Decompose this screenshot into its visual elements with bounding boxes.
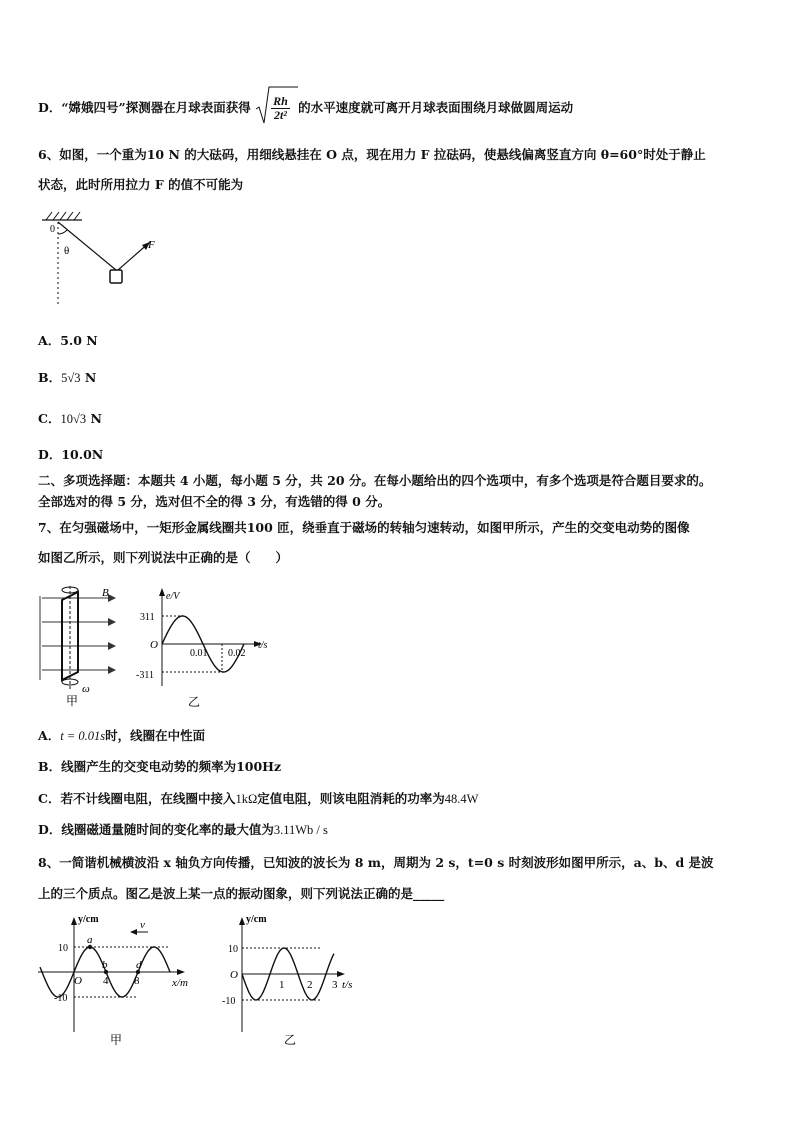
q7-option-c-prefix: C．若不计线圈电阻，在线圈中接入 [38, 791, 236, 806]
q6-stem-line1: 6、如图，一个重为10 N 的大砝码，用细线悬挂在 O 点，现在用力 F 拉砝码，使悬线偏离竖直方向 θ=60°时处于静止 [38, 147, 706, 162]
q7-figure-b [130, 586, 280, 710]
q6-option-b [38, 369, 760, 387]
sqrt-symbol [255, 85, 299, 125]
q7-option-d-math: 3.11Wb / s [273, 823, 328, 837]
x-tick-2: 8 [134, 975, 140, 987]
label-b: B [102, 587, 109, 599]
q7-option-a-math: t = 0.01s [60, 729, 106, 743]
q7-option-b: B．线圈产生的交变电动势的频率为100Hz [38, 759, 282, 774]
x-axis-arrow [337, 971, 345, 977]
q5-option-d [38, 95, 760, 122]
x-axis-label: x/m [172, 977, 188, 989]
label-theta: θ [64, 245, 70, 257]
q6-option-a: A．5.0 N [38, 333, 98, 348]
fraction-numerator: Rh [273, 94, 288, 108]
x-tick-3: 3 [332, 979, 338, 991]
point-a-label: a [87, 934, 93, 946]
label-f: F [148, 239, 155, 251]
q6-option-b-unit: N [84, 370, 97, 385]
q6-stem-line2: 状态，此时所用拉力 F 的值不可能为 [38, 177, 244, 192]
y-axis-arrow [159, 588, 165, 596]
q8-stem-line2: 上的三个质点。图乙是波上某一点的振动图象，则下列说法正确的是_____ [38, 886, 445, 901]
x-tick-1: 4 [103, 975, 109, 987]
fraction-denominator: 2t² [273, 108, 287, 122]
x-tick-2: 0.02 [228, 648, 246, 659]
origin-label: O [74, 975, 82, 987]
q7-option-a-suffix: 时，线圈在中性面 [105, 728, 206, 743]
q7-option-a [38, 727, 760, 745]
x-axis-label: t/s [258, 640, 268, 651]
angle-arc [58, 230, 67, 234]
q6-option-b-value: 5√3 [61, 371, 81, 385]
q6-option-c-prefix: C． [38, 411, 61, 426]
y-axis-label: y/cm [78, 914, 99, 925]
velocity-arrowhead [130, 929, 137, 935]
x-axis-arrow [177, 969, 185, 975]
figure-b-caption: 乙 [188, 695, 201, 709]
y-tick-bottom: -10 [54, 993, 68, 1004]
q8-figure-b [212, 912, 372, 1048]
y-tick-bottom: -311 [136, 670, 154, 681]
origin-label: O [230, 969, 238, 981]
y-axis-label: e/V [166, 591, 180, 602]
q8-stem-line1: 8、一简谐机械横波沿 x 轴负方向传播，已知波的波长为 8 m，周期为 2 s，t=0 s 时刻波形如图甲所示，a、b、d 是波 [38, 855, 714, 870]
figure-a-caption: 甲 [66, 694, 79, 708]
x-tick-1: 0.01 [190, 648, 208, 659]
q6-option-d: D．10.0N [38, 447, 104, 462]
q6-option-c-unit: N [90, 411, 102, 426]
q6-option-b-prefix: B． [38, 370, 62, 385]
y-axis-arrow [71, 917, 77, 925]
q7-option-a-prefix: A． [38, 728, 61, 743]
sqrt-fraction [255, 95, 294, 122]
label-omega: ω [82, 683, 90, 695]
velocity-label: v [140, 919, 145, 931]
point-d-label: d [136, 959, 142, 971]
y-axis-label: y/cm [246, 914, 267, 925]
q7-option-c [38, 790, 760, 808]
origin-label: O [150, 639, 158, 651]
y-tick-top: 10 [58, 943, 68, 954]
y-tick-bottom: -10 [222, 996, 236, 1007]
section2-line2: 全部选对的得 5 分，选对但不全的得 3 分，有选错的得 0 分。 [38, 494, 391, 509]
q6-figure [38, 208, 178, 308]
q7-option-d [38, 821, 760, 839]
q5-option-d-suffix: 的水平速度就可离开月球表面围绕月球做圆周运动 [298, 100, 574, 115]
figure-a-caption: 甲 [110, 1033, 123, 1047]
q7-option-c-math2: 48.4W [444, 792, 479, 806]
q8-figure-a [30, 912, 200, 1048]
q6-option-c-value: 10√3 [60, 412, 87, 426]
section2-line1: 二、多项选择题：本题共 4 小题，每小题 5 分，共 20 分。在每小题给出的四个选项中，有多个选项是符合题目要求的。 [38, 473, 712, 488]
y-tick-top: 311 [140, 612, 155, 623]
q7-stem-line1: 7、在匀强磁场中，一矩形金属线圈共100 匝，绕垂直于磁场的转轴匀速转动，如图甲所示，产生的交变电动势的图像 [38, 520, 690, 535]
q7-option-d-prefix: D．线圈磁通量随时间的变化率的最大值为 [38, 822, 274, 837]
y-axis-arrow [239, 917, 245, 925]
q7-figure-a [38, 584, 128, 708]
x-tick-2: 2 [307, 979, 313, 991]
x-axis-label: t/s [342, 979, 353, 991]
figure-b-caption: 乙 [284, 1033, 297, 1047]
ceiling-hatch [42, 212, 82, 220]
y-tick-top: 10 [228, 944, 238, 955]
q7-stem-line2: 如图乙所示，则下列说法中正确的是（ ） [38, 550, 289, 565]
weight-block [110, 270, 122, 283]
q5-option-d-prefix: D．“嫦娥四号”探测器在月球表面获得 [38, 100, 251, 115]
label-o: 0 [50, 224, 55, 235]
q7-option-c-math1: 1kΩ [235, 792, 258, 806]
point-b-label: b [102, 959, 108, 971]
q7-option-c-mid: 定值电阻，则该电阻消耗的功率为 [257, 791, 445, 806]
x-tick-1: 1 [279, 979, 285, 991]
q6-option-c [38, 410, 760, 428]
